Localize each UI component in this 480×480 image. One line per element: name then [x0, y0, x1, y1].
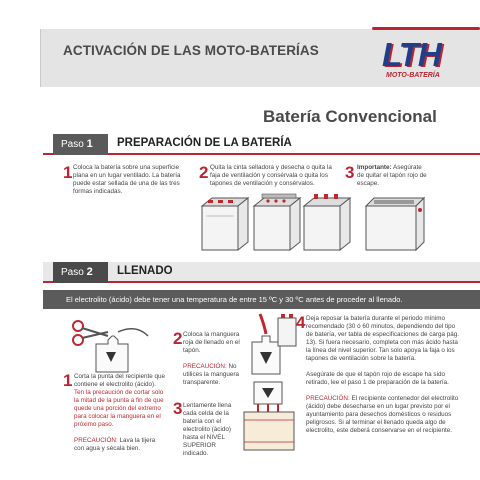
p1-step3-num: 3 [345, 163, 355, 182]
paso2-tag-num: 2 [86, 266, 93, 278]
logo-mark: LTH [382, 36, 441, 73]
p2-step2-precaution: No utilices la manguera transparente. [183, 363, 240, 386]
paso1-label: PREPARACIÓN DE LA BATERÍA [117, 137, 292, 149]
battery-vent-caps-icon [304, 194, 350, 250]
p2-step4-note: Asegúrate de que el tapón rojo de escape ha sido retirado, lee el paso 1 de preparación de la batería. [306, 371, 449, 386]
paso1-tag-num: 1 [86, 138, 93, 150]
p2-step1-text [74, 373, 166, 453]
p2-step3-num: 3 [173, 399, 183, 418]
paso2-header [43, 262, 480, 283]
p2-step4-precaution-label: PRECAUCIÓN: [306, 395, 350, 402]
paso1-tag [53, 134, 108, 155]
inverted-bottle-icon [254, 382, 282, 412]
p1-step3-body: Asegúrate de quitar el tapón rojo de escape. [357, 164, 427, 187]
logo-swoosh [372, 27, 480, 30]
p1-step3-lead: Importante: [357, 164, 392, 171]
p2-step2-num: 2 [173, 329, 183, 348]
p2-step1-precaution-label: PRECAUCIÓN: [74, 437, 118, 444]
p1-step2-num: 2 [199, 163, 209, 182]
p2-step3-text: Lentamente llena cada celda de la batería con el electrolito (ácido) hasta el NIVEL SUPERIOR indicado. [183, 402, 232, 457]
electrolyte-bottle-icon [96, 336, 128, 372]
section-title: Batería Convencional [263, 107, 437, 126]
paso2-tag-word: Paso [61, 267, 84, 278]
lth-logo [382, 36, 462, 86]
p2-step1-num: 1 [63, 371, 73, 390]
p1-step1-num: 1 [63, 163, 73, 182]
p2-step1-precaution: Lava la tijera con agua y sécala bien. [74, 437, 156, 452]
battery-icon [244, 412, 294, 450]
p1-step1-text: Coloca la batería sobre una superficie plana en un lugar ventilado. La batería puede estar sellada de una de las tres formas indicadas. [73, 164, 181, 195]
filling-battery-illustration [240, 380, 300, 452]
paso2-tag [53, 262, 108, 283]
paso1-battery-illustrations [196, 192, 436, 254]
logo-subtitle: MOTO-BATERÍA [386, 72, 440, 79]
scissors-bottle-illustration [66, 314, 156, 374]
p2-step2-body: Coloca la manguera roja de llenado en el tapón. [183, 331, 240, 354]
p2-step4-precaution: El recipiente contenedor del electrolito (ácido) debe desecharse en un lugar previsto por el ayuntamiento para desechos domésticos o residuos peligrosos. Si al terminar el llenado queda algo de electrolito, este deberá conservarse en el recipiente. [306, 395, 459, 434]
scissors-icon [73, 321, 108, 345]
temperature-warning: El electrolito (ácido) debe tener una temperatura de entre 15 ºC y 30 ºC antes de proceder al llenado. [43, 290, 480, 309]
p2-step1-red: Ten la precaución de cortar solo la mitad de la punta a fin de que quede una porción del extremo para colocar la manguera en el próximo paso. [74, 389, 164, 428]
paso1-header [43, 134, 480, 155]
page-title: ACTIVACIÓN DE LAS MOTO-BATERÍAS [63, 43, 319, 58]
p2-step4-text [306, 315, 462, 435]
battery-sealed-tape-icon [202, 198, 248, 250]
p2-step1-body: Corta la punta del recipiente que contiene el electrolito (ácido). [74, 373, 166, 388]
paso2-label: LLENADO [117, 265, 173, 277]
battery-vent-strip-icon [254, 194, 300, 250]
p2-step2-text [183, 331, 243, 387]
p2-step2-precaution-label: PRECAUCIÓN: [183, 363, 227, 370]
p1-step3-text [357, 164, 427, 188]
p1-step2-text: Quita la cinta selladora y desecha o quita la faja de ventilación y consérvala o quita los tapones de ventilación y consérvalos. [210, 164, 332, 187]
p2-step4-num: 4 [296, 313, 306, 332]
paso1-tag-word: Paso [61, 139, 84, 150]
battery-escape-cap-icon [366, 198, 424, 250]
p2-step4-body: Deja reposar la batería durante el periodo mínimo recomendado (30 ó 60 minutos, dependiendo del tipo de batería, ver tabla de especificaciones de carga pág. 13). Si fuera necesario, completa con más ácido hasta la línea del nivel superior. Tan solo apoya la faja o los tapones de ventilación sobre la batería. [306, 315, 459, 362]
